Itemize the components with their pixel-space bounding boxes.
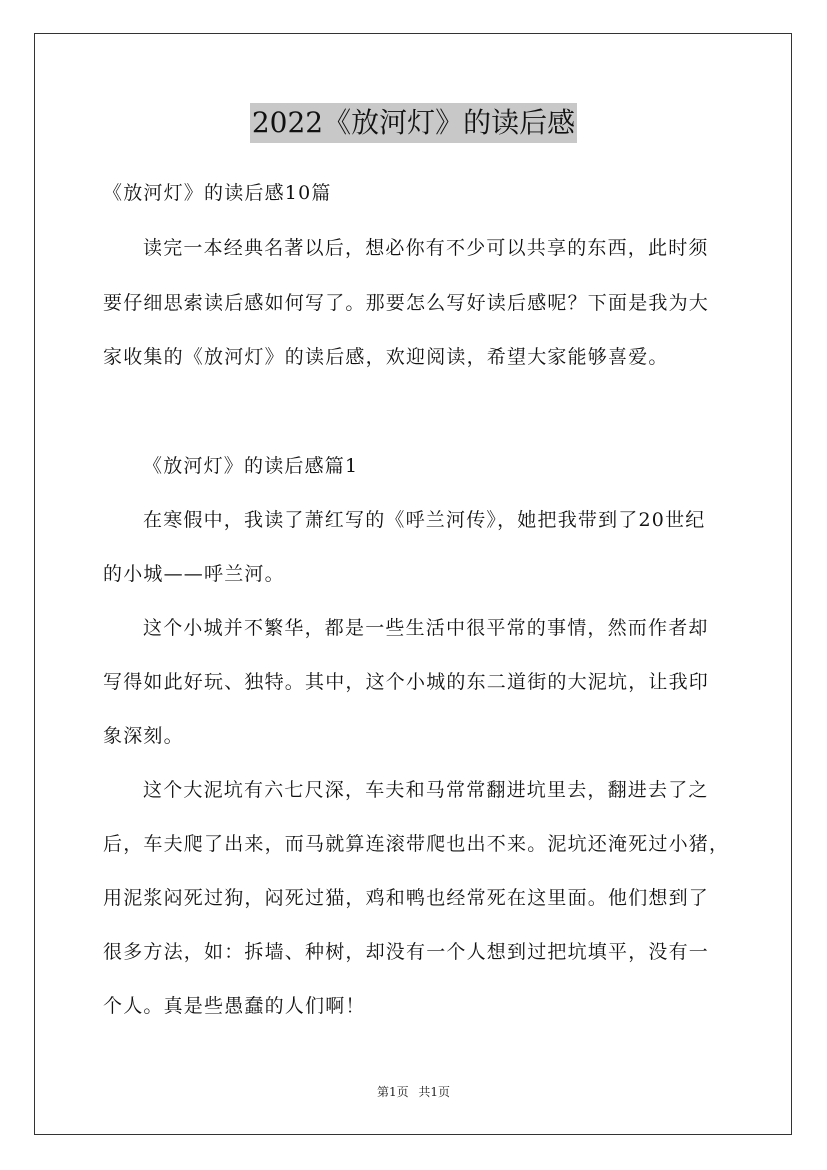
paragraph3-line-4: 很多方法，如：拆墙、种树，却没有一个人想到过把坑填平，没有一 — [103, 941, 710, 963]
page-current: 第1页 — [376, 1085, 409, 1099]
paragraph3-line-1: 这个大泥坑有六七尺深，车夫和马常常翻进坑里去，翻进去了之 — [143, 779, 709, 801]
intro-line-3: 家收集的《放河灯》的读后感，欢迎阅读，希望大家能够喜爱。 — [103, 346, 669, 368]
paragraph1-line-2: 的小城——呼兰河。 — [103, 563, 285, 585]
paragraph2-line-3: 象深刻。 — [103, 725, 184, 747]
paragraph1-line-1: 在寒假中，我读了萧红写的《呼兰河传》，她把我带到了20世纪 — [143, 509, 706, 531]
section-heading: 《放河灯》的读后感篇1 — [143, 455, 359, 477]
paragraph3-line-2: 后，车夫爬了出来，而马就算连滚带爬也出不来。泥坑还淹死过小猪， — [103, 833, 730, 855]
paragraph2-line-1: 这个小城并不繁华，都是一些生活中很平常的事情，然而作者却 — [143, 617, 709, 639]
page-footer — [0, 1083, 827, 1101]
page-total: 共1页 — [418, 1085, 451, 1099]
document-title — [0, 102, 827, 143]
document-subtitle: 《放河灯》的读后感10篇 — [103, 182, 332, 204]
intro-line-1: 读完一本经典名著以后，想必你有不少可以共享的东西，此时须 — [143, 237, 709, 259]
paragraph2-line-2: 写得如此好玩、独特。其中，这个小城的东二道街的大泥坑，让我印 — [103, 671, 710, 693]
document-title-text: 2022《放河灯》的读后感 — [250, 103, 577, 143]
paragraph3-line-5: 个人。真是些愚蠢的人们啊！ — [103, 995, 366, 1017]
paragraph3-line-3: 用泥浆闷死过狗，闷死过猫，鸡和鸭也经常死在这里面。他们想到了 — [103, 887, 710, 909]
intro-line-2: 要仔细思索读后感如何写了。那要怎么写好读后感呢？下面是我为大 — [103, 292, 710, 314]
